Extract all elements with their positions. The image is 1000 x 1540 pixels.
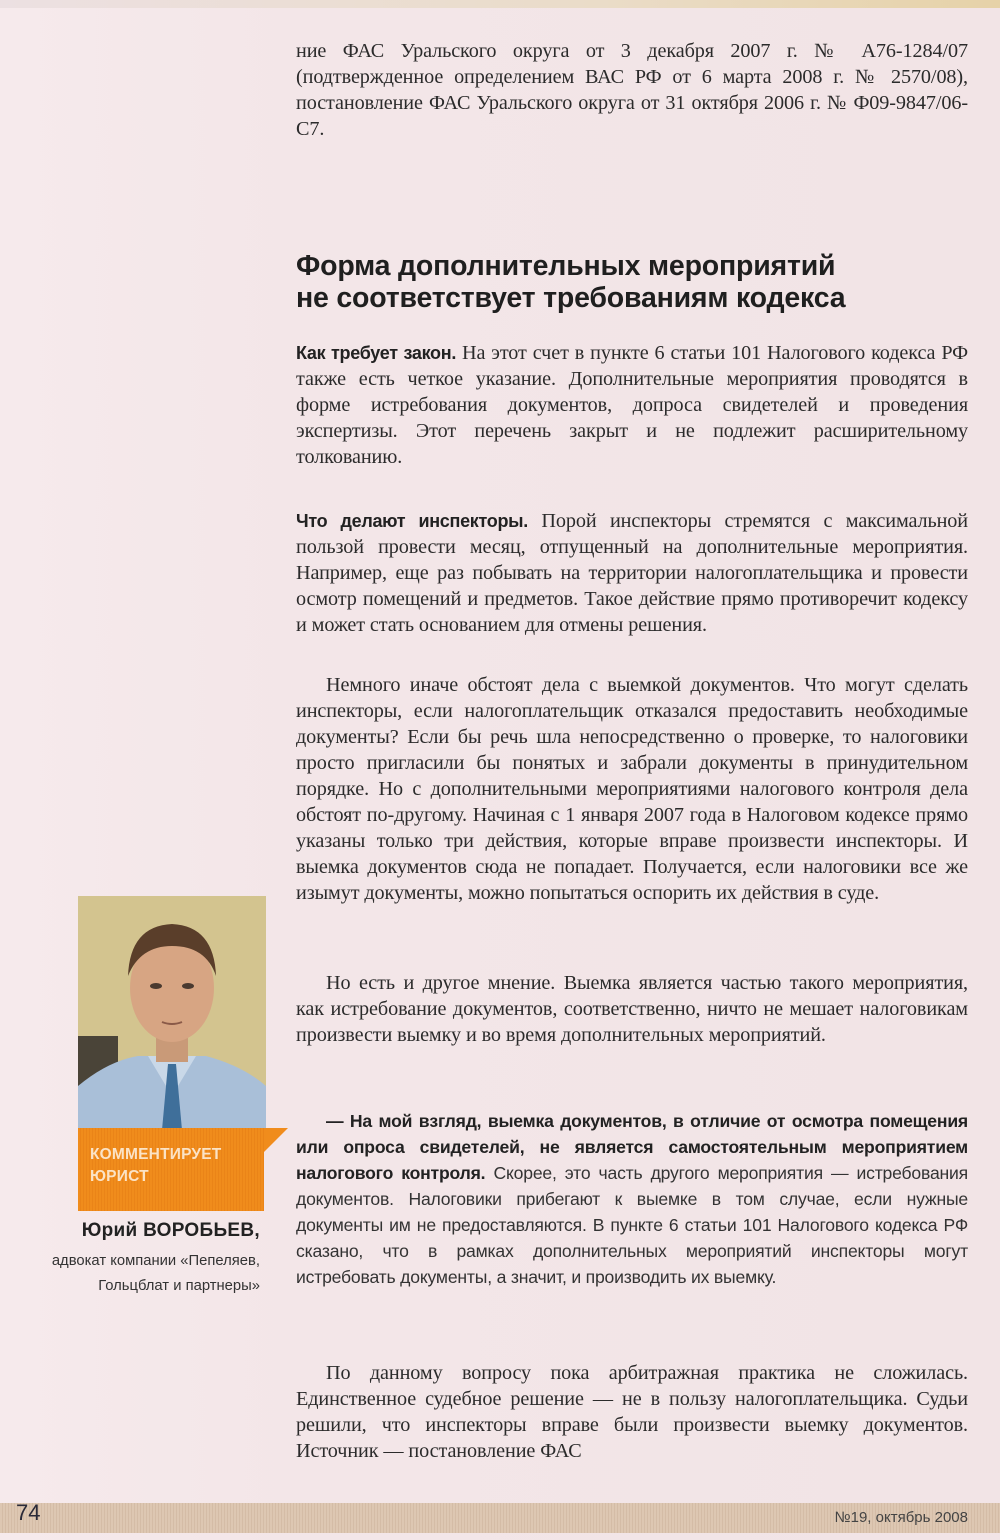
commentator-photo	[78, 896, 266, 1130]
inspectors-lead-in: Что делают инспекторы.	[296, 511, 528, 531]
other-opinion-paragraph: Но есть и другое мнение. Выемка является частью такого мероприятия, как истребование документов, соответственно, ничто не мешает налоговикам произвести выемку и во время дополнительных мероприятий.	[296, 972, 968, 1046]
badge-line-1: КОММЕНТИРУЕТ	[90, 1146, 222, 1163]
section-heading	[296, 250, 968, 314]
badge-label	[90, 1144, 221, 1188]
section-heading-line-1: Форма дополнительных мероприятий	[296, 250, 836, 282]
law-text: На этот счет в пункте 6 статьи 101 Налогового кодекса РФ также есть четкое указание. Дополнительные мероприятия проводятся в форме истребования документов, допроса свидетелей и проведения экспертизы. Этот перечень закрыт и не подлежит расширительному толкованию.	[296, 342, 968, 468]
lawyer-quote	[296, 1108, 968, 1290]
commentator-name: Юрий ВОРОБЬЕВ,	[81, 1220, 260, 1241]
inspectors-paragraph	[296, 508, 968, 638]
top-decorative-strip	[0, 0, 1000, 8]
law-lead-in: Как требует закон.	[296, 343, 457, 363]
issue-info: №19, октябрь 2008	[834, 1509, 968, 1526]
law-paragraph	[296, 340, 968, 470]
inspectors-text: Порой инспекторы стремятся с максимальной пользой провести месяц, отпущенный на дополнительные мероприятия. Например, еще раз побывать на территории налогоплательщика и провести осмотр помещений и предметов. Такое действие прямо противоречит кодексу и может стать основанием для отмены решения.	[296, 510, 969, 636]
lawyer-quote-bold: — На мой взгляд, выемка документов, в отличие от осмотра помещения или опроса свидетелей, не является самостоятельным мероприятием налогового контроля.	[296, 1111, 968, 1183]
intro-paragraph: ние ФАС Уральского округа от 3 декабря 2007 г. № А76-1284/07 (подтвержденное определением ВАС РФ от 6 марта 2008 г. № 2570/08), постановление ФАС Уральского округа от 31 октября 2006 г. № Ф09-9847/06-С7.	[296, 40, 968, 140]
badge-line-2: ЮРИСТ	[90, 1168, 149, 1185]
practice-paragraph: По данному вопросу пока арбитражная практика не сложилась. Единственное судебное решение — не в пользу налогоплательщика. Судьи решили, что инспекторы вправе были произвести выемку документов. Источник — постановление ФАС	[296, 1362, 968, 1462]
page-number: 74	[16, 1500, 41, 1525]
commentator-role: адвокат компании «Пепеляев, Гольцблат и партнеры»	[51, 1253, 260, 1294]
badge-notch-decoration	[264, 1128, 288, 1152]
portrait-image	[78, 896, 266, 1130]
commentator-badge	[78, 1128, 264, 1211]
seizure-paragraph: Немного иначе обстоят дела с выемкой документов. Что могут сделать инспекторы, если налогоплательщик отказался предоставить необходимые документы? Если бы речь шла непосредственно о проверке, то налоговики просто пригласили бы понятых и забрали документы в принудительном порядке. Но с дополнительными мероприятиями налогового контроля дела обстоят по-другому. Начиная с 1 января 2007 года в Налоговом кодексе прямо указаны только три действия, которые вправе произвести инспекторы. И выемка документов сюда не попадает. Получается, если налоговики все же изымут документы, можно попытаться оспорить их действия в суде.	[296, 674, 968, 904]
section-heading-line-2: не соответствует требованиям кодекса	[296, 282, 846, 314]
lawyer-quote-regular: Скорее, это часть другого мероприятия — истребования документов. Налоговики прибегают к выемке в том случае, если нужные документы им не предоставляются. В пункте 6 статьи 101 Налогового кодекса РФ сказано, что в рамках дополнительных мероприятий инспекторы могут истребовать документы, а значит, и производить их выемку.	[296, 1163, 968, 1287]
